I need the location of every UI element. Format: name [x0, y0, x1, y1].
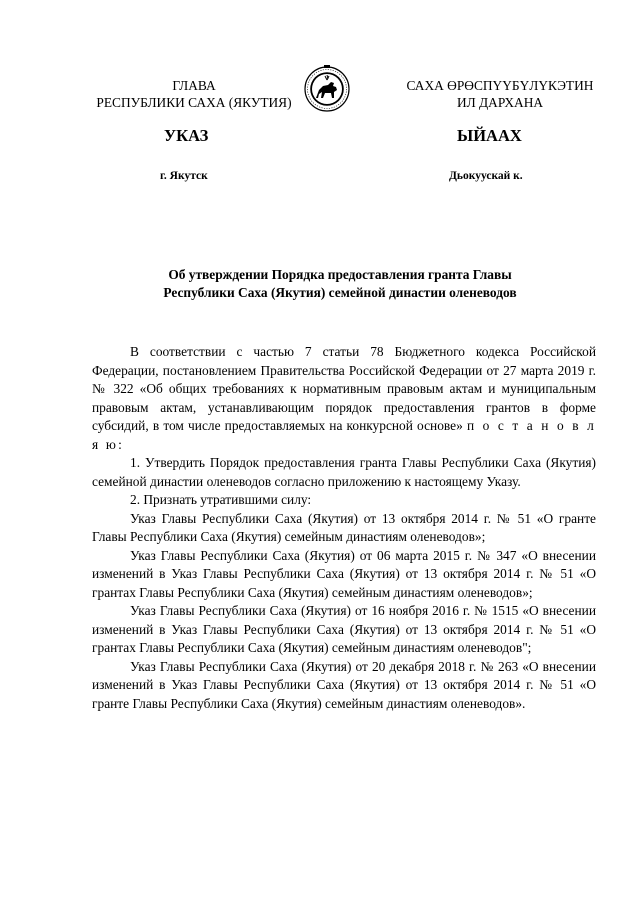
- document-body: [92, 343, 596, 713]
- document-title: [80, 266, 600, 302]
- document-title-line-1: Об утверждении Порядка предоставления гранта Главы: [168, 267, 512, 282]
- repealed-decree: Указ Главы Республики Саха (Якутия) от 06 марта 2015 г. № 347 «О внесении изменений в Указ Главы Республики Саха (Якутия) от 13 октября 2014 г. № 51 «О грантах Главы Республики Саха (Якутия) семейным династиям оленеводов»;: [92, 547, 596, 600]
- doc-type-ru: УКАЗ: [164, 126, 209, 145]
- repealed-decree: Указ Главы Республики Саха (Якутия) от 13 октября 2014 г. № 51 «О гранте Главы Республики Саха (Якутия) семейным династиям оленеводов»;: [92, 510, 596, 544]
- issuer-subtitle-sah: ИЛ ДАРХАНА: [456, 95, 544, 110]
- item-1: 1. Утвердить Порядок предоставления гранта Главы Республики Саха (Якутия) семейной династии оленеводов согласно приложению к настоящему Указу.: [92, 455, 596, 489]
- city-ru: г. Якутск: [160, 170, 208, 182]
- item-2: 2. Признать утратившими силу:: [130, 492, 312, 507]
- issuer-subtitle-ru: РЕСПУБЛИКИ САХА (ЯКУТИЯ): [96, 95, 292, 110]
- repealed-decree: Указ Главы Республики Саха (Якутия) от 16 ноября 2016 г. № 1515 «О внесении изменений в Указ Главы Республики Саха (Якутия) от 13 октября 2014 г. № 51 «О грантах Главы Республики Саха (Якутия) семейным династиям оленеводов";: [92, 603, 596, 655]
- doc-type-sah: ЫЙААХ: [457, 126, 522, 145]
- document-title-line-2: Республики Саха (Якутия) семейной династии оленеводов: [163, 285, 517, 300]
- repealed-decree: Указ Главы Республики Саха (Якутия) от 20 декабря 2018 г. № 263 «О внесении изменений в Указ Главы Республики Саха (Якутия) от 13 октября 2014 г. № 51 «О гранте Главы Республики Саха (Якутия) семейным династиям оленеводов».: [92, 658, 596, 711]
- coat-of-arms-icon: [303, 62, 351, 116]
- issuer-block-sah: [390, 77, 610, 111]
- preamble-text: В соответствии с частью 7 статьи 78 Бюджетного кодекса Российской Федерации, постановлением Правительства Российской Федерации от 27 марта 2019 г. № 322 «Об общих требованиях к нормативным правовым актам и муниципальным правовым актам, устанавливающим порядок предоставления грантов в форме субсидий, в том числе предоставляемых на конкурсной основе»: [92, 344, 596, 433]
- issuer-block-ru: [84, 77, 304, 111]
- city-sah: Дьокуускай к.: [449, 170, 523, 182]
- preamble-paragraph: [92, 343, 596, 454]
- issuer-title-sah: САХА ӨРӨСПҮҮБҮЛҮКЭТИН: [406, 78, 594, 93]
- issuer-title-ru: ГЛАВА: [172, 78, 216, 93]
- decree-word: п о с т а н о в л я ю:: [92, 418, 596, 452]
